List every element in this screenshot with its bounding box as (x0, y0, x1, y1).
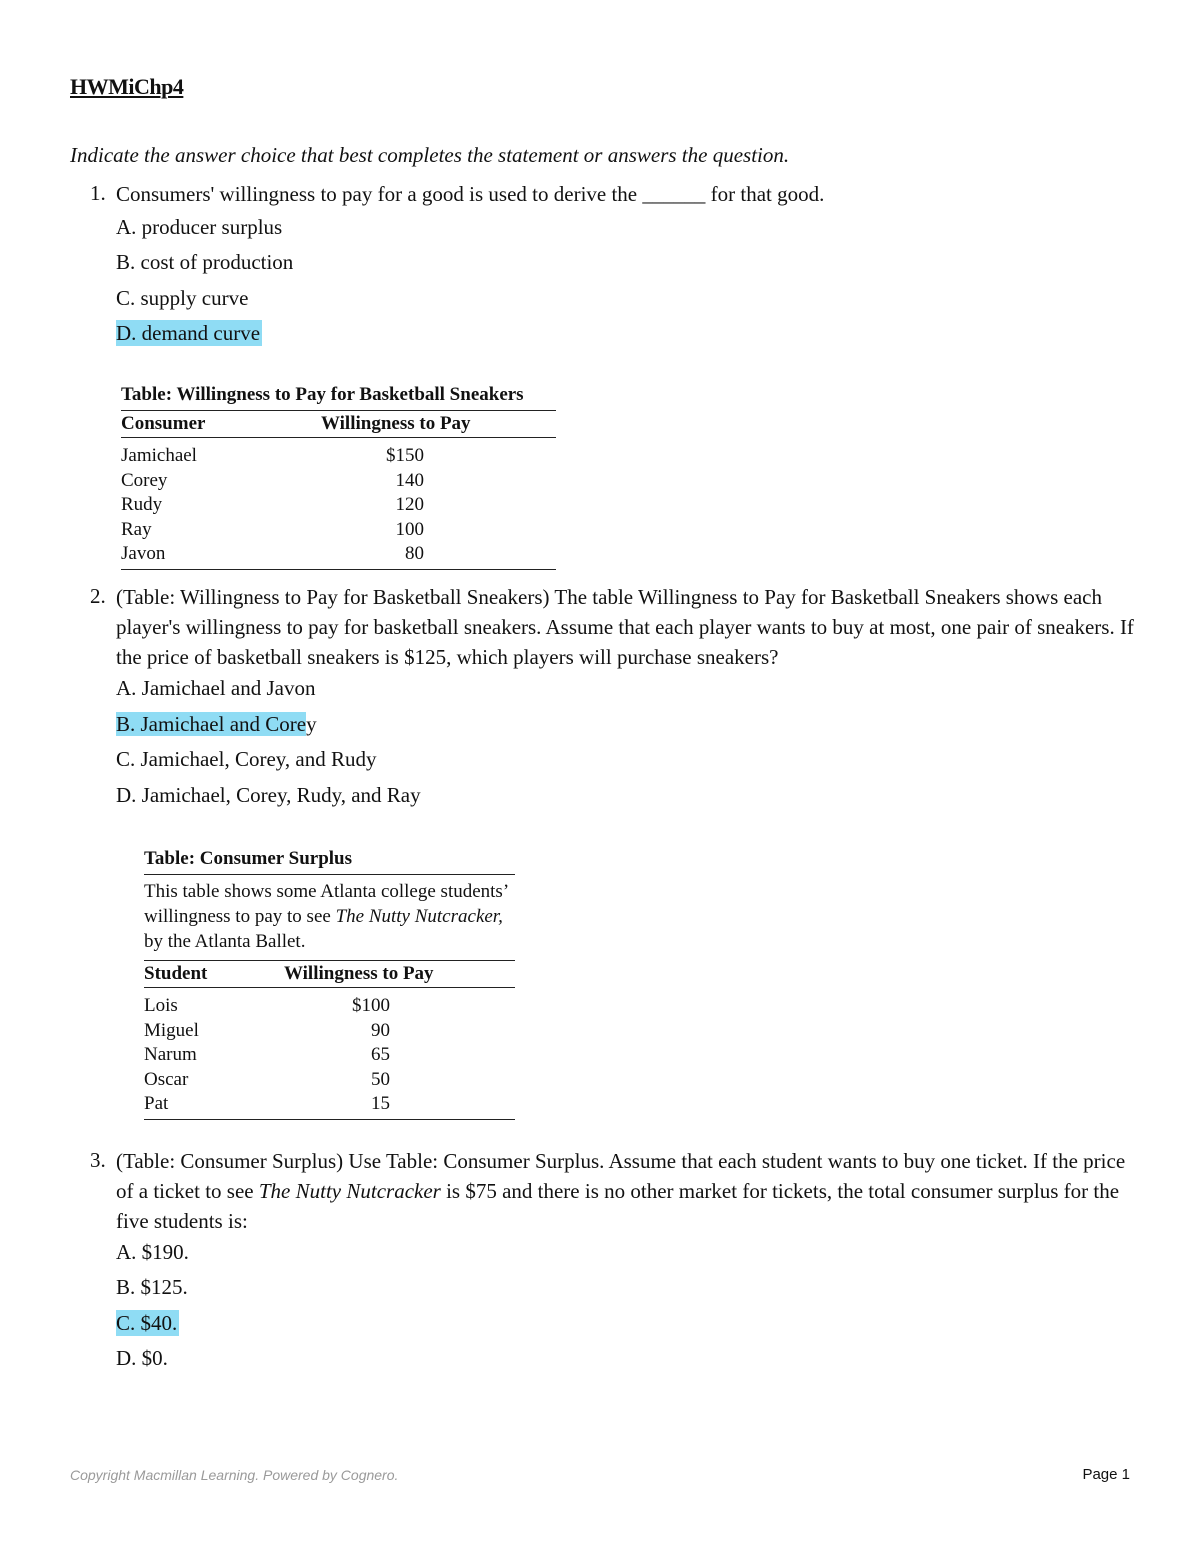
table-consumer-surplus (144, 848, 515, 1120)
table-header (121, 411, 556, 438)
copyright-footer: Copyright Macmillan Learning. Powered by Cognero. (70, 1467, 399, 1483)
answer-choice: C. supply curve (116, 286, 249, 310)
answer-choice-highlighted: C. $40. (116, 1311, 178, 1335)
table-row: Ray 100 (121, 518, 424, 540)
answer-choice: C. Jamichael, Corey, and Rudy (116, 747, 377, 771)
question-number: 1. (90, 181, 106, 205)
table-row: Lois $100 (144, 995, 390, 1016)
document-title: HWMiChp4 (70, 74, 184, 99)
answer-choice: D. $0. (116, 1346, 168, 1370)
answer-choice: A. producer surplus (116, 215, 283, 239)
table-row: Oscar 50 (144, 1068, 390, 1090)
table-row: Corey 140 (121, 469, 424, 491)
table-body (144, 988, 515, 1120)
table-row: Pat 15 (144, 1093, 390, 1114)
table-description: This table shows some Atlanta college students’ willingness to pay to see The Nutty Nutcracker, by the Atlanta Ballet. (144, 875, 515, 961)
table-row: Rudy 120 (121, 494, 424, 515)
instructions: Indicate the answer choice that best completes the statement or answers the question. (70, 143, 790, 167)
table-caption: Table: Consumer Surplus (144, 848, 515, 875)
table-header (144, 961, 515, 988)
answer-choice-highlighted: B. Jamichael and Corey (116, 712, 317, 736)
table-row: Narum 65 (144, 1044, 390, 1065)
column-header: Willingness to Pay (321, 413, 471, 434)
table-willingness-to-pay-sneakers (121, 384, 556, 570)
table-caption: Table: Willingness to Pay for Basketball Sneakers (121, 384, 556, 411)
table-row: Javon 80 (121, 543, 424, 564)
answer-choice: A. Jamichael and Javon (116, 676, 316, 700)
answer-choice: B. cost of production (116, 250, 294, 274)
table-row: Miguel 90 (144, 1019, 390, 1041)
answer-choice: D. Jamichael, Corey, Rudy, and Ray (116, 783, 421, 807)
column-header: Consumer (121, 413, 206, 434)
column-header: Student (144, 963, 208, 984)
question-text: (Table: Willingness to Pay for Basketball Sneakers) The table Willingness to Pay for Basketball Sneakers shows each player's willingness to pay for basketball sneakers. Assume that each player wants to buy at most, one pair of sneakers. If the price of basketball sneakers is $125, which players will purchase sneakers? (116, 585, 1134, 669)
page-number: Page 1 (1082, 1466, 1130, 1483)
question-number: 3. (90, 1148, 106, 1172)
answer-choice: A. $190. (116, 1240, 189, 1264)
question-number: 2. (90, 584, 106, 608)
question-text: Consumers' willingness to pay for a good is used to derive the ______ for that good. (116, 182, 825, 206)
answer-choice-highlighted: D. demand curve (116, 321, 261, 345)
column-header: Willingness to Pay (284, 963, 434, 984)
table-body (121, 438, 556, 570)
table-row: Jamichael $150 (121, 445, 424, 466)
answer-choice: B. $125. (116, 1275, 188, 1299)
question-text: (Table: Consumer Surplus) Use Table: Consumer Surplus. Assume that each student wants to buy one ticket. If the price of a ticket to see The Nutty Nutcracker is $75 and there is no other market for tickets, the total consumer surplus for the five students is: (116, 1149, 1126, 1233)
